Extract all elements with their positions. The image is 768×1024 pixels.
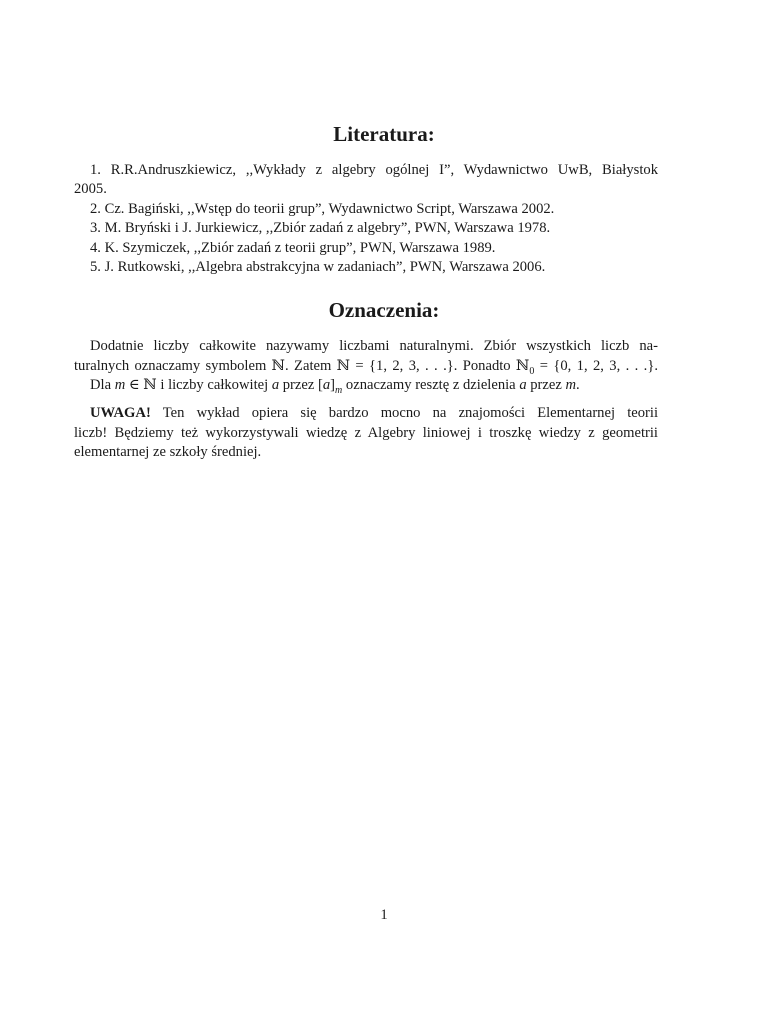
notation-line-3-period: . (576, 377, 580, 393)
notation-line-3-part-5: oznaczamy resztę z dzielenia (342, 377, 520, 393)
notation-var-a: a (271, 377, 280, 393)
notation-line-3-part-4: ] (330, 377, 336, 393)
notation-subscript-zero: 0 (529, 365, 535, 377)
notation-var-m: m (114, 377, 126, 393)
notation-line-2-text-b: = {0, 1, 2, 3, . . .}. (534, 358, 658, 374)
page-number: 1 (380, 907, 388, 923)
notation-var-a-division: a (519, 377, 527, 393)
notation-line-3-part-6: przez (526, 377, 566, 393)
notation-line-2-text-a: turalnych oznaczamy symbolem ℕ. Zatem ℕ = {1, 2, 3, . . .}. Ponadto ℕ (74, 358, 530, 374)
warning-paragraph-line-1 (90, 404, 658, 423)
notation-line-3-part-1: Dla (90, 377, 115, 393)
warning-paragraph-line-3: elementarnej ze szkoły średniej. (74, 444, 262, 460)
notation-paragraph-line-1: Dodatnie liczby całkowite nazywamy liczbami naturalnymi. Zbiór wszystkich liczb na- (90, 338, 658, 354)
warning-label: UWAGA! (90, 405, 151, 421)
notation-var-m-divisor: m (565, 377, 577, 393)
warning-line-1-text: Ten wykład opiera się bardzo mocno na znajomości Elementarnej teorii (150, 405, 658, 421)
notation-paragraph-line-3 (90, 376, 694, 400)
bibliography-item-4: 4. K. Szymiczek, ,,Zbiór zadań z teorii grup”, PWN, Warszawa 1989. (90, 240, 496, 256)
bibliography-item-1-line-2: 2005. (74, 181, 107, 197)
notation-line-3-part-2: ∈ ℕ i liczby całkowitej (125, 377, 272, 393)
notation-var-a-bracket: a (322, 377, 331, 393)
literatura-heading: Literatura: (333, 122, 435, 146)
warning-paragraph-line-2: liczb! Będziemy też wykorzystywali wiedzę z Algebry liniowej i troszkę wiedzy z geometrii (74, 425, 658, 441)
bibliography-item-1-line-1: 1. R.R.Andruszkiewicz, ,,Wykłady z algebry ogólnej I”, Wydawnictwo UwB, Białystok (90, 162, 658, 178)
notation-subscript-m: m (335, 384, 343, 396)
bibliography-item-5: 5. J. Rutkowski, ,,Algebra abstrakcyjna w zadaniach”, PWN, Warszawa 2006. (90, 259, 546, 275)
notation-line-3-part-3: przez [ (279, 377, 323, 393)
oznaczenia-heading: Oznaczenia: (328, 298, 440, 322)
bibliography-item-2: 2. Cz. Bagiński, ,,Wstęp do teorii grup”, Wydawnictwo Script, Warszawa 2002. (90, 201, 555, 217)
bibliography-item-3: 3. M. Bryński i J. Jurkiewicz, ,,Zbiór zadań z algebry”, PWN, Warszawa 1978. (90, 220, 551, 236)
